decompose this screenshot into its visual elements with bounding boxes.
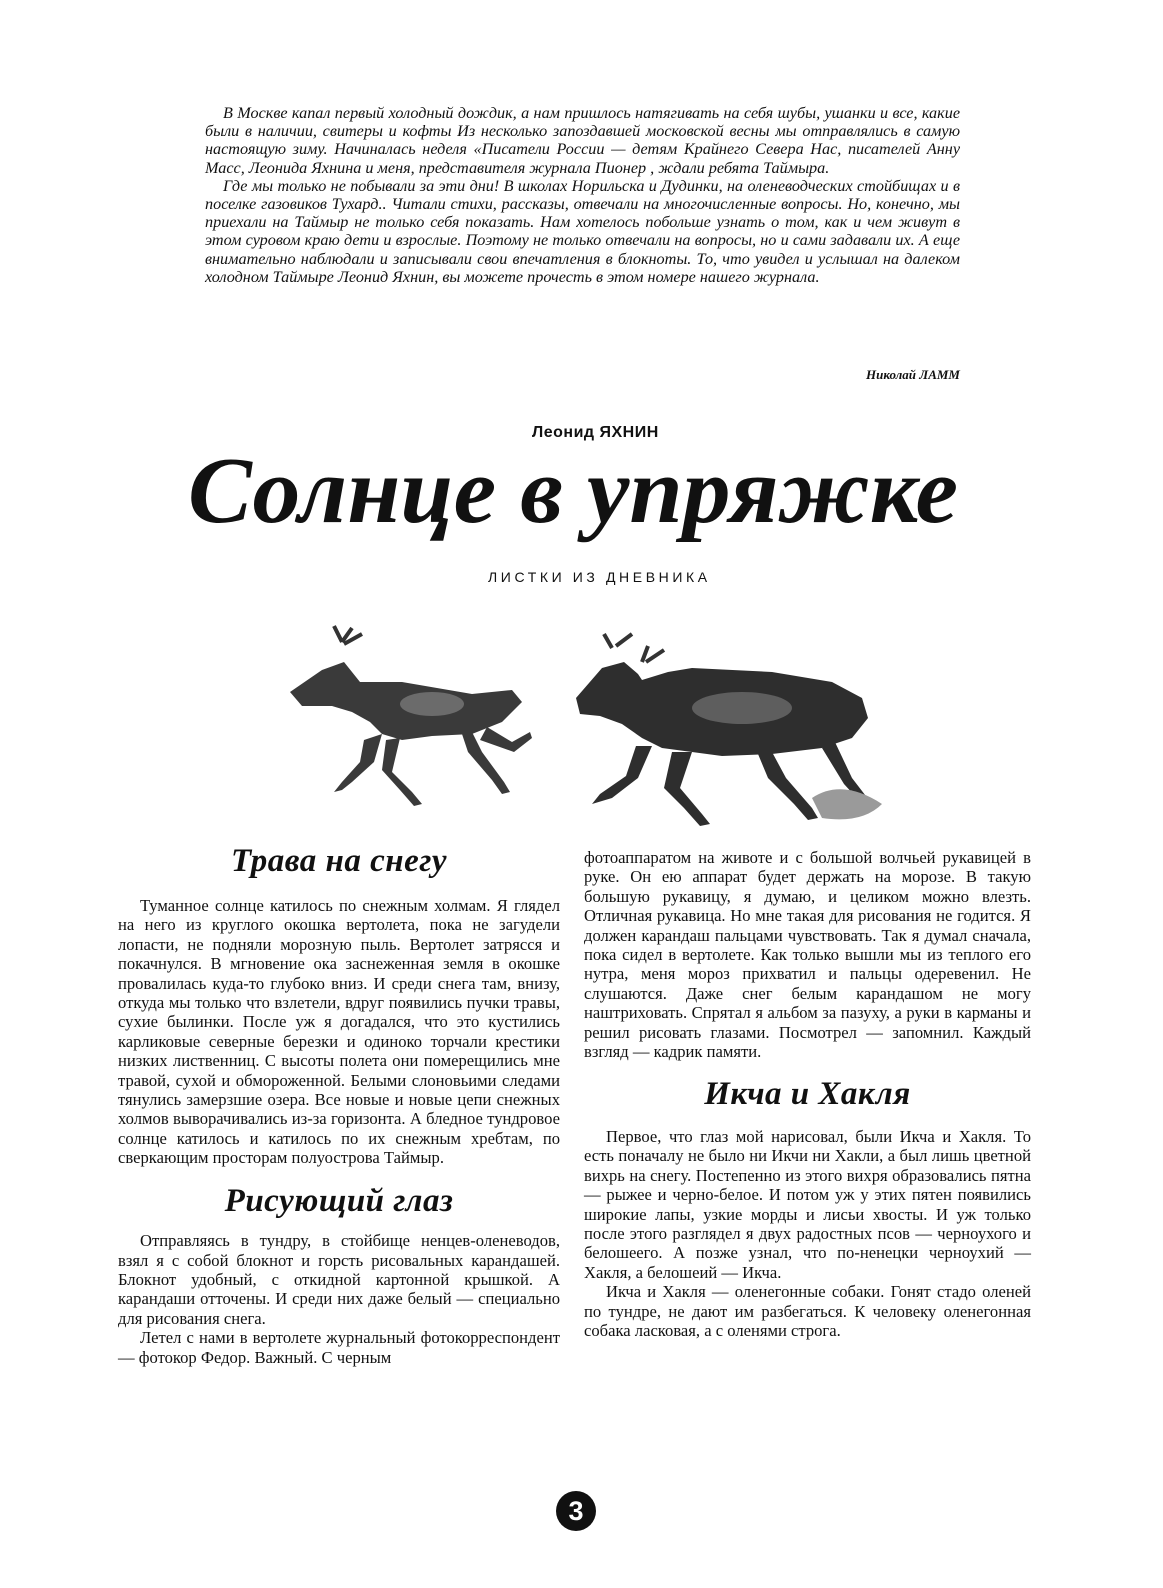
intro-signature: Николай ЛАММ (866, 367, 960, 382)
intro-block (205, 104, 960, 286)
column-left (118, 896, 560, 1367)
article-title-text: Солнце в упряжке (188, 439, 959, 543)
reindeer-illustration-right (572, 628, 892, 830)
article-title (178, 430, 968, 560)
paragraph: Первое, что глаз мой нарисовал, были Икча и Хакля. То есть поначалу не было ни Икчи ни Хакли, а был лишь цветной вихрь на снегу. Постепенно из этого вихря образовались пятна — рыжее и черно-белое. И потом уж у этих пятен появились широкие лапы, узкие морды и лисьи хвосты. И уж только после этого разглядел я двух радостных псов — черноухого и белошеего. А позже узнал, что по-ненецки черноухий — Хакля, а белошеий — Икча. (584, 1126, 1031, 1282)
reindeer-silhouette (290, 626, 532, 806)
article-subtitle: ЛИСТКИ ИЗ ДНЕВНИКА (488, 569, 711, 585)
paragraph: Туманное солнце катилось по снежным холмам. Я глядел на него из круглого окошка вертолета, пока не загудели лопасти, не подняли морозную пыль. Вертолет затрясся и покачнулся. В мгновение ока заснеженная земля в окошке провалилась куда-то глубоко вниз. И среди снега там, внизу, откуда мы только что взлетели, вдруг появились пучки травы, сухие былинки. После уж я догадался, что это кустились карликовые северные березки и одиноко торчали крестики низких лиственниц. С высоты полета они померещились мне травой, сухой и обмороженной. Белыми слоновьими следами тянулись замерзшие озера. Все новые и новые цепи снежных холмов выворачивались из-за горизонта. А бледное тундровое солнце катилось и катилось по их снежным хребтам, по сверкающим просторам полуострова Таймыр. (118, 896, 560, 1168)
intro-paragraph: В Москве капал первый холодный дождик, а нам пришлось натягивать на себя шубы, ушанки и все, какие были в наличии, свитеры и кофты Из несколько запоздавшей московской весны мы отправлялись в самую настоящую зиму. Начиналась неделя «Писатели России — детям Крайнего Севера Нас, писателей Анну Масс, Леонида Яхнина и меня, представителя журнала Пионер , ждали ребята Таймыра. (205, 104, 960, 177)
paragraph: Летел с нами в вертолете журнальный фотокорреспондент — фотокор Федор. Важный. С черным (118, 1328, 560, 1367)
article-author: Леонид ЯХНИН (532, 424, 659, 441)
paragraph-continuation: фотоаппаратом на животе и с большой волчьей рукавицей в руке. Он ею аппарат будет держать на морозе. В такую большую рукавицу, я думаю, и целиком можно влезть. Отличная рукавица. Но мне такая для рисования не годится. Я должен карандаш пальцами чувствовать. Так я думал сначала, пока сидел в вертолете. Как только вышли мы из теплого его нутра, меня мороз прихватил и пальцы одеревенил. Не слушаются. Даже снег белым карандашом не могу наштриховать. Спрятал я альбом за пазуху, а руки в карманы и решил рисовать глазами. Посмотрел — запомнил. Каждый взгляд — кадрик памяти. (584, 848, 1031, 1062)
section-heading-grass: Трава на снегу (230, 843, 448, 879)
intro-paragraph: Где мы только не побывали за эти дни! В школах Норильска и Дудинки, на оленеводческих стойбищах и в поселке газовиков Тухард.. Читали стихи, рассказы, отвечали на многочисленные вопросы. Но, конечно, мы приехали на Таймыр не только себя показать. Нам хотелось побольше узнать о том, как и чем живут в этом суровом краю дети и взрослые. Поэтому не только отвечали на вопросы, но и сами задавали их. А еще внимательно наблюдали и записывали свои впечатления в блокноты. То, что увидел и услышал на далеком холодном Таймыре Леонид Яхнин, вы можете прочесть в этом номере нашего журнала. (205, 176, 960, 286)
section-heading-eye: Рисующий глаз (224, 1182, 454, 1219)
column-right (584, 848, 1031, 1340)
paragraph: Икча и Хакля — оленегонные собаки. Гонят стадо оленей по тундре, не дают им разбегаться. К человеку оленегонная собака ласковая, а с оленями строга. (584, 1282, 1031, 1340)
page-number: 3 (556, 1491, 596, 1531)
reindeer-pair-silhouette (576, 634, 882, 826)
reindeer-illustration-left (282, 622, 542, 810)
paragraph: Отправляясь в тундру, в стойбище ненцев-оленеводов, взял я с собой блокнот и горсть рисовальных карандашей. Блокнот удобный, с откидной картонной крышкой. А карандаши отточены. И среди них даже белый — специально для рисования снега. (118, 1231, 560, 1328)
section-heading-ikcha: Икча и Хакля (704, 1076, 911, 1113)
